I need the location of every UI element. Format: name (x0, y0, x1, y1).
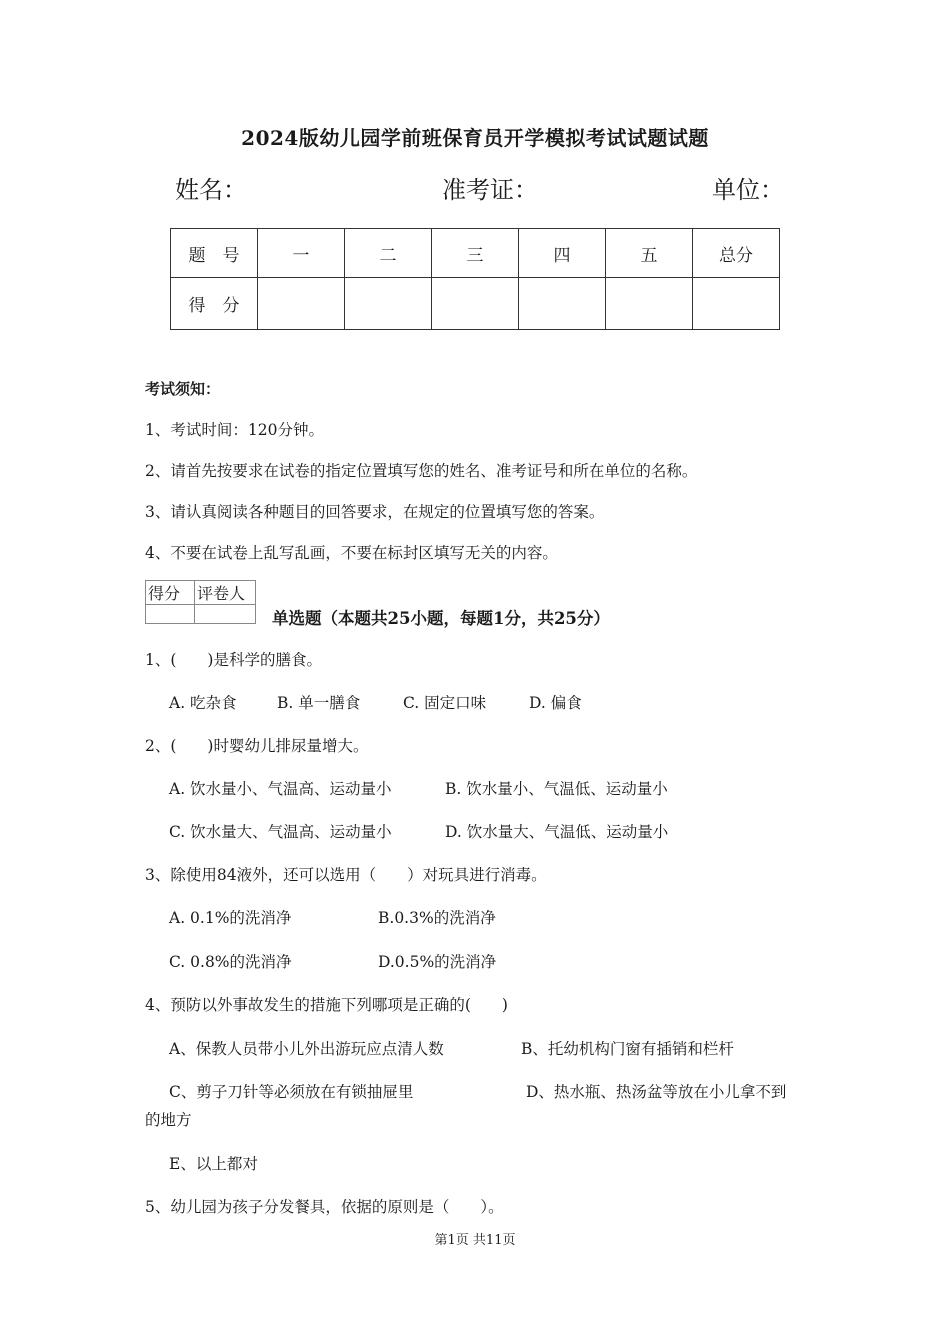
question-option: C. 0.8%的洗消净 (169, 953, 292, 971)
question-option: B. 单一膳食 (277, 694, 361, 712)
score-table-header-cell: 二 (345, 229, 432, 278)
question-option: D. 偏食 (529, 694, 582, 712)
grader-name-cell[interactable] (195, 605, 256, 624)
question-option: A、保教人员带小儿外出游玩应点清人数 (169, 1040, 444, 1058)
score-table-header-cell: 题 号 (171, 229, 258, 278)
notice-item: 2、请首先按要求在试卷的指定位置填写您的姓名、准考证号和所在单位的名称。 (145, 462, 698, 480)
question-stem: 4、预防以外事故发生的措施下列哪项是正确的( ) (145, 996, 508, 1014)
question-option: A. 0.1%的洗消净 (169, 909, 292, 927)
score-cell[interactable] (432, 278, 519, 330)
score-cell[interactable] (345, 278, 432, 330)
question-option: B. 饮水量小、气温低、运动量小 (445, 780, 668, 798)
grader-box (145, 580, 256, 624)
notice-heading: 考试须知： (145, 380, 221, 398)
score-cell[interactable] (693, 278, 780, 330)
question-option: C. 饮水量大、气温高、运动量小 (169, 823, 392, 841)
page-title: 2024版幼儿园学前班保育员开学模拟考试试题试题 (241, 126, 709, 150)
question-option: A. 饮水量小、气温高、运动量小 (169, 780, 392, 798)
question-option: C、剪子刀针等必须放在有锁抽屉里 (169, 1083, 414, 1101)
question-option: D. 饮水量大、气温低、运动量小 (445, 823, 669, 841)
question-option: B、托幼机构门窗有插销和栏杆 (521, 1040, 734, 1058)
question-option: C. 固定口味 (403, 694, 487, 712)
score-table-header-cell: 四 (519, 229, 606, 278)
notice-item: 3、请认真阅读各种题目的回答要求，在规定的位置填写您的答案。 (145, 503, 605, 521)
score-table-header-cell: 总分 (693, 229, 780, 278)
grader-score-label: 得分 (146, 581, 195, 605)
question-option: B.0.3%的洗消净 (378, 909, 496, 927)
grader-score-cell[interactable] (146, 605, 195, 624)
grader-name-label: 评卷人 (195, 581, 256, 605)
score-cell[interactable] (258, 278, 345, 330)
score-table-header-cell: 三 (432, 229, 519, 278)
question-stem: 2、( )时婴幼儿排尿量增大。 (145, 737, 369, 755)
score-table-header-row (171, 229, 780, 278)
page-footer: 第1页 共11页 (434, 1233, 516, 1248)
unit-field-label: 单位： (712, 176, 784, 204)
question-option: E、以上都对 (169, 1155, 258, 1173)
score-cell[interactable] (519, 278, 606, 330)
question-stem: 3、除使用84液外，还可以选用（ ）对玩具进行消毒。 (145, 866, 547, 884)
score-table-score-row (171, 278, 780, 330)
name-field-label: 姓名： (175, 176, 247, 204)
score-table-header-cell: 一 (258, 229, 345, 278)
score-table-header-cell: 五 (606, 229, 693, 278)
score-row-label: 得 分 (171, 278, 258, 330)
question-stem: 1、( )是科学的膳食。 (145, 651, 322, 669)
question-option: D.0.5%的洗消净 (378, 953, 497, 971)
notice-item: 1、考试时间：120分钟。 (145, 421, 324, 439)
question-option-continuation: 的地方 (145, 1111, 192, 1129)
question-option: A. 吃杂食 (169, 694, 237, 712)
exam-number-field-label: 准考证： (442, 176, 538, 204)
section-title: 单选题（本题共25小题，每题1分，共25分） (272, 609, 610, 628)
score-table (170, 228, 780, 330)
question-option: D、热水瓶、热汤盆等放在小儿拿不到 (526, 1083, 787, 1101)
question-stem: 5、幼儿园为孩子分发餐具，依据的原则是（ ）。 (145, 1198, 504, 1216)
notice-item: 4、不要在试卷上乱写乱画，不要在标封区填写无关的内容。 (145, 544, 558, 562)
score-cell[interactable] (606, 278, 693, 330)
